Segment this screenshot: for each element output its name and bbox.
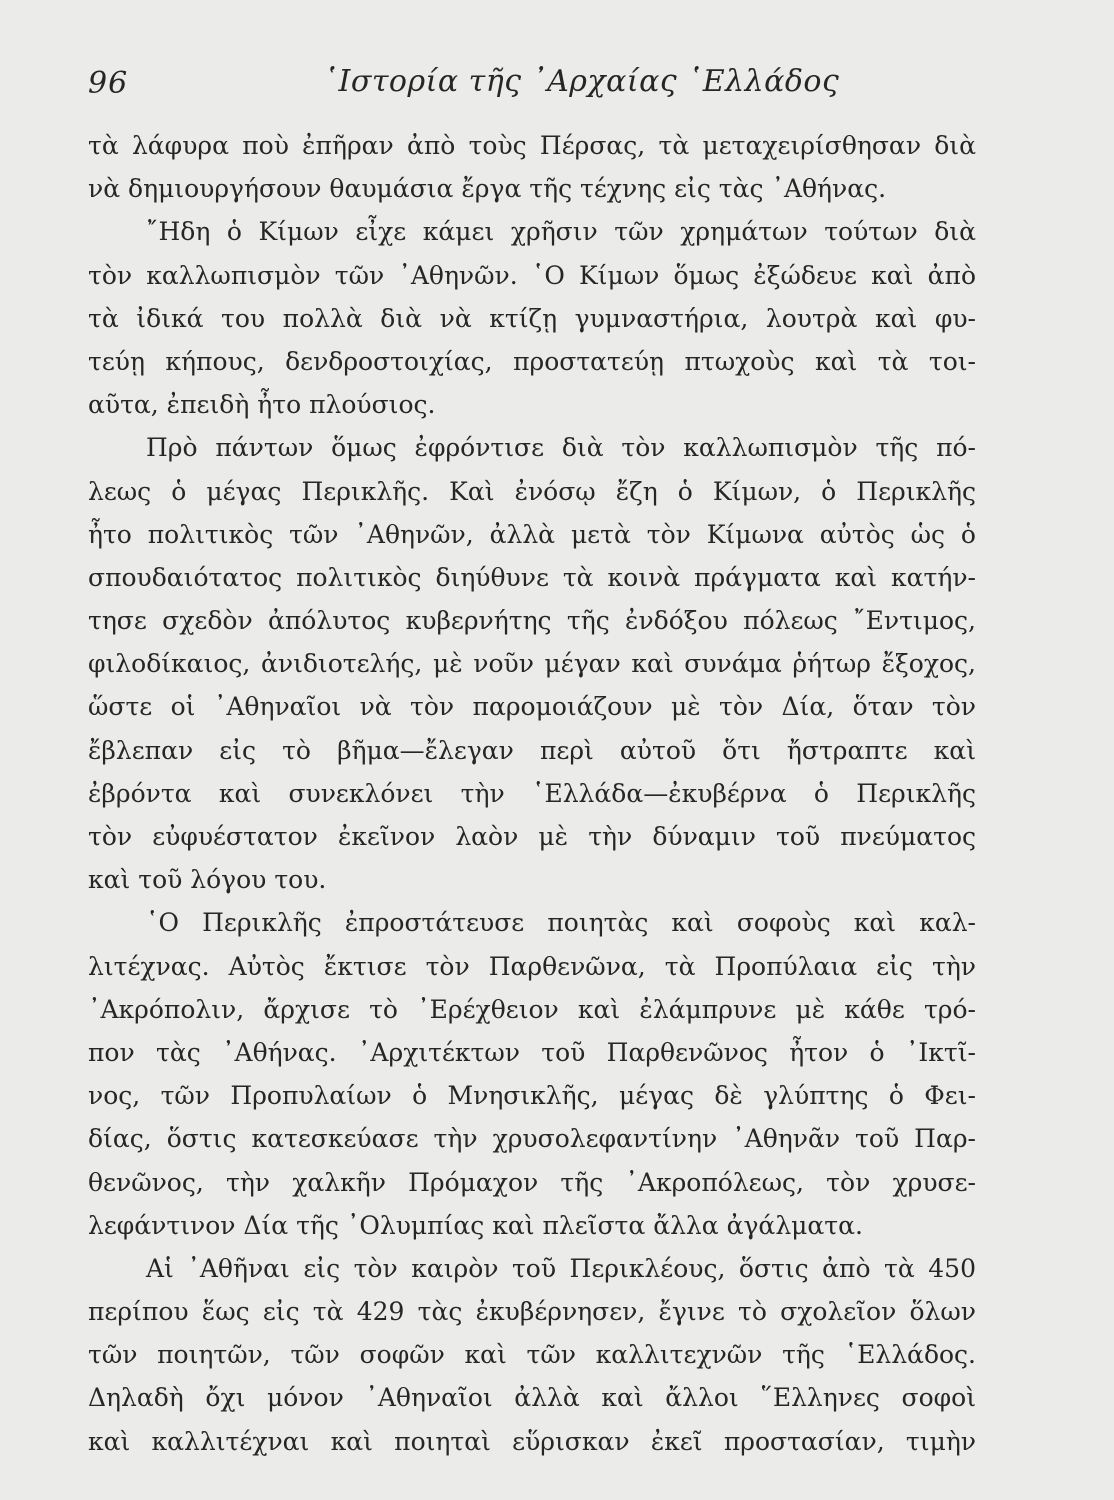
text-line: ἔβλεπαν εἰς τὸ βῆμα—ἔλεγαν περὶ αὐτοῦ ὅτι ἤστραπτε καὶ xyxy=(88,735,976,765)
text-line: ῎Ηδη ὁ Κίμων εἶχε κάμει χρῆσιν τῶν χρημάτων τούτων διὰ xyxy=(146,217,976,247)
page-number: 96 xyxy=(88,66,129,101)
running-title: ῾Ιστορία τῆς ᾿Αρχαίας ῾Ελλάδος xyxy=(323,64,840,99)
text-line: λεφάντινον Δία τῆς ᾿Ολυμπίας καὶ πλεῖστα ἄλλα ἀγάλματα. xyxy=(88,1210,863,1240)
text-line: νὰ δημιουργήσουν θαυμάσια ἔργα τῆς τέχνης εἰς τὰς ᾿Αθήνας. xyxy=(88,174,887,204)
text-line: ἦτο πολιτικὸς τῶν ᾿Αθηνῶν, ἀλλὰ μετὰ τὸν Κίμωνα αὐτὸς ὡς ὁ xyxy=(88,519,976,549)
text-line: Πρὸ πάντων ὅμως ἐφρόντισε διὰ τὸν καλλωπισμὸν τῆς πό- xyxy=(146,433,976,463)
text-line: αῦτα, ἐπειδὴ ἦτο πλούσιος. xyxy=(88,390,436,420)
text-line: ἐβρόντα καὶ συνεκλόνει τὴν ῾Ελλάδα—ἐκυβέρνα ὁ Περικλῆς xyxy=(88,778,976,808)
body-text xyxy=(88,124,976,1463)
text-line: ὥστε οἱ ᾿Αθηναῖοι νὰ τὸν παρομοιάζουν μὲ τὸν Δία, ὅταν τὸν xyxy=(88,692,976,722)
text-line: Αἱ ᾿Αθῆναι εἰς τὸν καιρὸν τοῦ Περικλέους, ὅστις ἀπὸ τὰ 450 xyxy=(146,1253,976,1283)
text-line: Δηλαδὴ ὄχι μόνον ᾿Αθηναῖοι ἀλλὰ καὶ ἄλλοι ῞Ελληνες σοφοὶ xyxy=(88,1383,976,1413)
text-line: φιλοδίκαιος, ἀνιδιοτελής, μὲ νοῦν μέγαν καὶ συνάμα ῥήτωρ ἔξοχος, xyxy=(88,649,976,679)
text-line: τὰ λάφυρα ποὺ ἐπῆραν ἀπὸ τοὺς Πέρσας, τὰ μεταχειρίσθησαν διὰ xyxy=(88,131,976,160)
page-header xyxy=(88,62,978,106)
text-line: τησε σχεδὸν ἀπόλυτος κυβερνήτης τῆς ἐνδόξου πόλεως ῎Εντιμος, xyxy=(88,606,976,636)
text-line: λεως ὁ μέγας Περικλῆς. Καὶ ἐνόσῳ ἔζη ὁ Κίμων, ὁ Περικλῆς xyxy=(88,476,976,506)
text-line: καὶ τοῦ λόγου του. xyxy=(88,865,327,895)
text-line: καὶ καλλιτέχναι καὶ ποιηταὶ εὕρισκαν ἐκεῖ προστασίαν, τιμὴν xyxy=(88,1426,976,1456)
text-line: λιτέχνας. Αὐτὸς ἔκτισε τὸν Παρθενῶνα, τὰ Προπύλαια εἰς τὴν xyxy=(88,951,976,981)
text-line: νος, τῶν Προπυλαίων ὁ Μνησικλῆς, μέγας δὲ γλύπτης ὁ Φει- xyxy=(88,1081,976,1111)
text-line: σπουδαιότατος πολιτικὸς διηύθυνε τὰ κοινὰ πράγματα καὶ κατήν- xyxy=(88,562,976,592)
text-line: τῶν ποιητῶν, τῶν σοφῶν καὶ τῶν καλλιτεχνῶν τῆς ῾Ελλάδος. xyxy=(88,1340,976,1370)
text-line: τὰ ἰδικά του πολλὰ διὰ νὰ κτίζῃ γυμναστήρια, λουτρὰ καὶ φυ- xyxy=(88,303,976,333)
text-line: δίας, ὅστις κατεσκεύασε τὴν χρυσολεφαντίνην ᾿Αθηνᾶν τοῦ Παρ- xyxy=(88,1124,976,1154)
text-line: θενῶνος, τὴν χαλκῆν Πρόμαχον τῆς ᾿Ακροπόλεως, τὸν χρυσε- xyxy=(88,1167,976,1197)
text-line: τὸν καλλωπισμὸν τῶν ᾿Αθηνῶν. ῾Ο Κίμων ὅμως ἐξώδευε καὶ ἀπὸ xyxy=(88,260,976,290)
text-line: περίπου ἕως εἰς τὰ 429 τὰς ἐκυβέρνησεν, ἔγινε τὸ σχολεῖον ὅλων xyxy=(88,1297,976,1327)
text-line: τεύῃ κήπους, δενδροστοιχίας, προστατεύῃ πτωχοὺς καὶ τὰ τοι- xyxy=(88,346,976,376)
text-line: πον τὰς ᾿Αθήνας. ᾿Αρχιτέκτων τοῦ Παρθενῶνος ἦτον ὁ ᾿Ικτῖ- xyxy=(88,1037,976,1067)
text-line: ᾿Ακρόπολιν, ἄρχισε τὸ ᾿Ερέχθειον καὶ ἐλάμπρυνε μὲ κάθε τρό- xyxy=(88,994,976,1024)
text-line: ῾Ο Περικλῆς ἐπροστάτευσε ποιητὰς καὶ σοφοὺς καὶ καλ- xyxy=(146,908,976,938)
text-line: τὸν εὐφυέστατον ἐκεῖνον λαὸν μὲ τὴν δύναμιν τοῦ πνεύματος xyxy=(88,822,976,851)
